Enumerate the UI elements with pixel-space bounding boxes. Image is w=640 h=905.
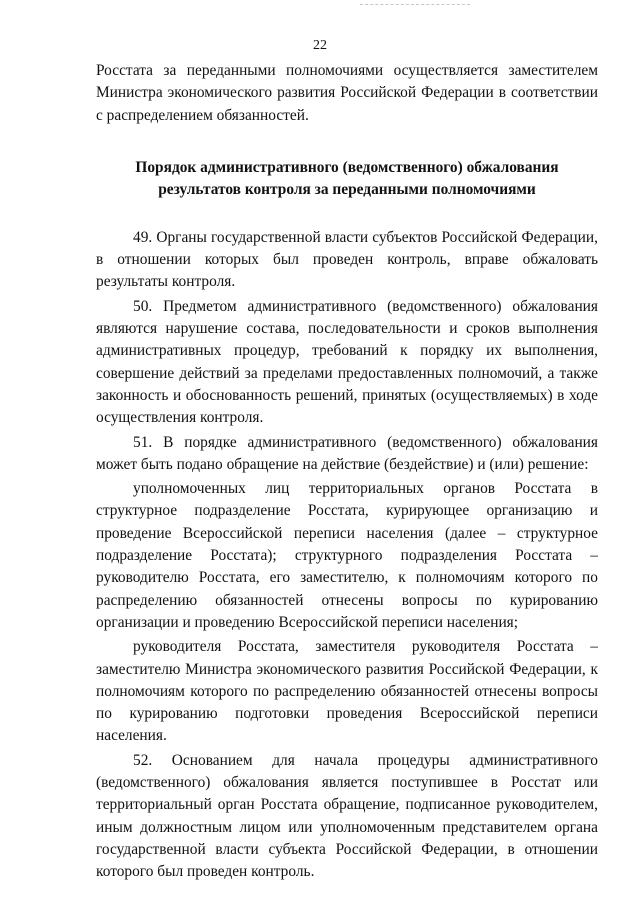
document-body <box>96 60 598 884</box>
page-number: 22 <box>313 38 327 53</box>
paragraph-51-item-2: руководителя Росстата, заместителя руководителя Росстата – заместителю Министра экономического развития Российской Федерации, к полномочиям которого по распределению обязанностей отнесены вопросы по курированию подготовки проведения Всероссийской переписи населения. <box>96 638 598 745</box>
section-heading-line-2: результатов контроля за переданными полномочиями <box>158 180 536 198</box>
paragraph-49: 49. Органы государственной власти субъектов Российской Федерации, в отношении которых был проведен контроль, вправе обжаловать результаты контроля. <box>96 228 598 291</box>
paragraph-50: 50. Предметом административного (ведомственного) обжалования являются нарушение состава, последовательности и сроков выполнения административных процедур, требований к порядку их выполнения, совершение действий за пределами предоставленных полномочий, а также законность и обоснованность решений, принятых (осуществляемых) в ходе осуществления контроля. <box>96 297 598 427</box>
intro-paragraph: Росстата за переданными полномочиями осуществляется заместителем Министра экономического развития Российской Федерации в соответствии с распределением обязанностей. <box>96 62 598 124</box>
paragraph-51: 51. В порядке административного (ведомственного) обжалования может быть подано обращение на действие (бездействие) и (или) решение: <box>96 433 598 473</box>
paragraph-51-item-1: уполномоченных лиц территориальных органов Росстата в структурное подразделение Росстата, курирующее организацию и проведение Всероссийской переписи населения (далее – структурное подразделение Росстата); структурного подразделения Росстата – руководителю Росстата, его заместителю, к полномочиям которого по распределению обязанностей отнесены вопросы по курированию организации и проведению Всероссийской переписи населения; <box>96 480 598 631</box>
section-heading <box>96 157 598 201</box>
paragraph-52: 52. Основанием для начала процедуры административного (ведомственного) обжалования является поступившее в Росстат или территориальный орган Росстата обращение, подписанное руководителем, иным должностным лицом или уполномоченным представителем органа государственной власти субъекта Российской Федерации, в отношении которого был проведен контроль. <box>96 751 598 881</box>
section-heading-line-1: Порядок административного (ведомственного) обжалования <box>135 158 559 176</box>
scan-edge-line <box>360 4 470 5</box>
